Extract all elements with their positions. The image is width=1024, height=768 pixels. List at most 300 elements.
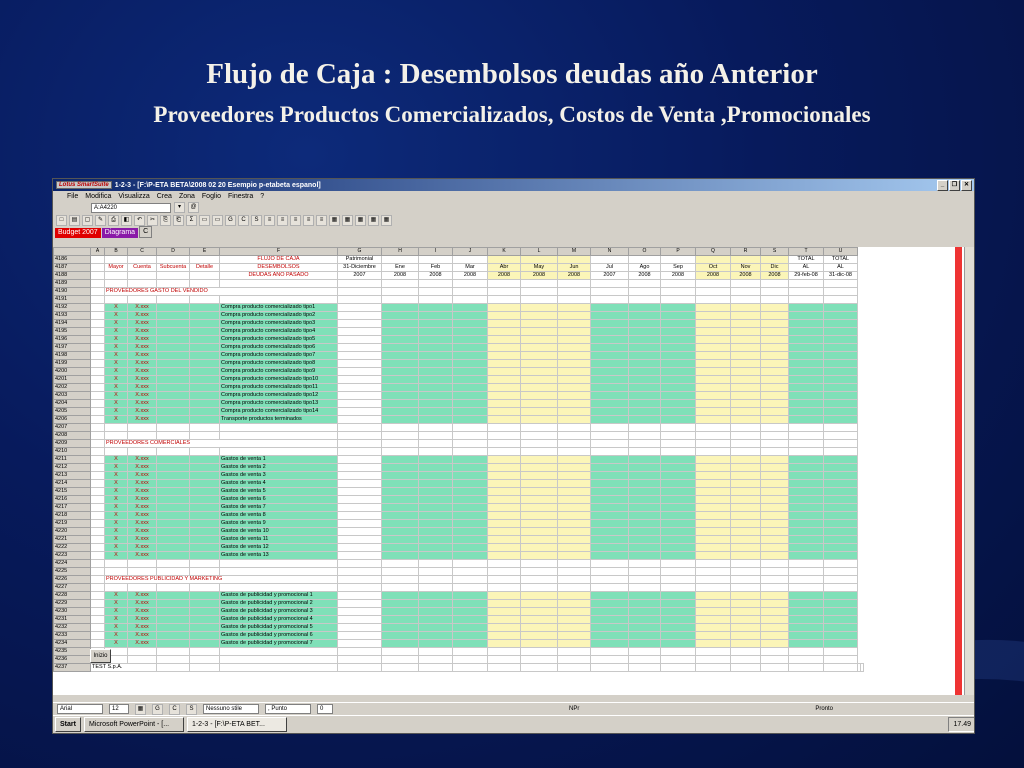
cell[interactable] [453, 440, 488, 448]
column-header-g[interactable]: G [338, 248, 382, 256]
cell[interactable] [488, 656, 521, 664]
mark-cell[interactable]: X [105, 376, 128, 384]
value-cell[interactable] [731, 520, 761, 528]
value-cell[interactable] [661, 592, 696, 600]
cell[interactable] [731, 280, 761, 288]
mark-cell[interactable]: X [105, 360, 128, 368]
header-cell[interactable] [157, 256, 190, 264]
mark-cell[interactable]: X.xxx [128, 624, 157, 632]
value-cell[interactable] [761, 456, 789, 464]
value-cell[interactable] [591, 416, 629, 424]
row-number[interactable]: 4198 [54, 352, 91, 360]
value-cell[interactable] [591, 368, 629, 376]
cell[interactable] [558, 656, 591, 664]
value-cell[interactable] [419, 320, 453, 328]
cell[interactable] [789, 416, 824, 424]
value-cell[interactable] [591, 392, 629, 400]
mark-cell[interactable]: X.xxx [128, 592, 157, 600]
mark-cell[interactable]: X [105, 472, 128, 480]
cell[interactable] [419, 296, 453, 304]
value-cell[interactable] [661, 504, 696, 512]
cell[interactable] [824, 472, 858, 480]
value-cell[interactable] [488, 520, 521, 528]
cell[interactable] [419, 576, 453, 584]
value-cell[interactable] [453, 336, 488, 344]
cell[interactable] [824, 432, 858, 440]
cell[interactable] [91, 384, 105, 392]
cell[interactable] [824, 320, 858, 328]
cell[interactable] [591, 288, 629, 296]
value-cell[interactable] [761, 320, 789, 328]
value-cell[interactable] [661, 512, 696, 520]
cell[interactable] [338, 424, 382, 432]
value-cell[interactable] [761, 552, 789, 560]
cell[interactable] [128, 560, 157, 568]
cell[interactable] [338, 280, 382, 288]
value-cell[interactable] [558, 376, 591, 384]
cell[interactable] [91, 600, 105, 608]
cell[interactable] [558, 432, 591, 440]
value-cell[interactable] [382, 336, 419, 344]
value-cell[interactable] [521, 496, 558, 504]
value-cell[interactable] [629, 304, 661, 312]
value-cell[interactable] [382, 512, 419, 520]
new-icon[interactable]: □ [56, 215, 67, 226]
cell[interactable] [824, 480, 858, 488]
item-label-cell[interactable]: Compra producto comercializado tipo4 [220, 328, 338, 336]
cell[interactable] [824, 424, 858, 432]
value-cell[interactable] [629, 400, 661, 408]
cell[interactable] [521, 584, 558, 592]
value-cell[interactable] [696, 504, 731, 512]
cell[interactable] [190, 424, 220, 432]
mark-cell[interactable]: X [105, 384, 128, 392]
cell[interactable] [789, 512, 824, 520]
cell[interactable] [696, 296, 731, 304]
row-number[interactable]: 4227 [54, 584, 91, 592]
cell[interactable] [453, 576, 488, 584]
row-number[interactable]: 4223 [54, 552, 91, 560]
month-header-cell[interactable]: 2008 [521, 272, 558, 280]
header-cell[interactable]: Subcuenta [157, 264, 190, 272]
column-header-j[interactable]: J [453, 248, 488, 256]
month-header-cell[interactable]: Abr [488, 264, 521, 272]
value-cell[interactable] [558, 624, 591, 632]
cell[interactable] [128, 280, 157, 288]
cell[interactable] [190, 656, 220, 664]
edit-icon[interactable]: ✎ [95, 215, 106, 226]
value-cell[interactable] [382, 600, 419, 608]
cell[interactable] [558, 440, 591, 448]
navigator-icon[interactable]: ▾ [174, 202, 185, 213]
mark-cell[interactable]: X.xxx [128, 352, 157, 360]
mark-cell[interactable]: X [105, 520, 128, 528]
row-number[interactable]: 4190 [54, 288, 91, 296]
cell[interactable] [190, 472, 220, 480]
cell[interactable] [696, 568, 731, 576]
cell[interactable] [761, 576, 789, 584]
mark-cell[interactable]: X.xxx [128, 600, 157, 608]
cell[interactable] [91, 640, 105, 648]
task-123[interactable]: 1-2-3 - [F:\P-ETA BET... [187, 717, 287, 732]
value-cell[interactable] [453, 376, 488, 384]
value-cell[interactable] [419, 376, 453, 384]
cell[interactable] [157, 632, 190, 640]
cell[interactable] [789, 496, 824, 504]
item-label-cell[interactable]: Gastos de venta 1 [220, 456, 338, 464]
header-cell[interactable] [128, 256, 157, 264]
value-cell[interactable] [521, 592, 558, 600]
value-cell[interactable] [419, 456, 453, 464]
cell[interactable] [789, 328, 824, 336]
cell[interactable] [824, 296, 858, 304]
cell[interactable] [91, 416, 105, 424]
cell[interactable] [761, 296, 789, 304]
cell[interactable] [824, 336, 858, 344]
cell[interactable] [558, 288, 591, 296]
cell[interactable] [338, 400, 382, 408]
cell[interactable] [157, 344, 190, 352]
value-cell[interactable] [696, 320, 731, 328]
value-cell[interactable] [661, 384, 696, 392]
value-cell[interactable] [696, 528, 731, 536]
cell[interactable] [731, 288, 761, 296]
value-cell[interactable] [629, 312, 661, 320]
cell[interactable] [190, 328, 220, 336]
cell[interactable] [338, 328, 382, 336]
cell[interactable] [789, 368, 824, 376]
grid-e-icon[interactable]: ▦ [381, 215, 392, 226]
cell[interactable] [190, 320, 220, 328]
value-cell[interactable] [731, 456, 761, 464]
cell[interactable] [789, 320, 824, 328]
mark-cell[interactable]: X [105, 544, 128, 552]
value-cell[interactable] [419, 384, 453, 392]
cell[interactable] [761, 648, 789, 656]
value-cell[interactable] [591, 408, 629, 416]
cell[interactable] [190, 616, 220, 624]
value-cell[interactable] [382, 464, 419, 472]
cell[interactable] [731, 296, 761, 304]
value-cell[interactable] [488, 336, 521, 344]
cell[interactable] [190, 296, 220, 304]
value-cell[interactable] [696, 360, 731, 368]
value-cell[interactable] [731, 352, 761, 360]
cell[interactable] [190, 400, 220, 408]
value-cell[interactable] [696, 352, 731, 360]
cell[interactable] [105, 424, 128, 432]
cell[interactable] [591, 568, 629, 576]
value-cell[interactable] [488, 632, 521, 640]
month-header-cell[interactable]: 2007 [591, 272, 629, 280]
mark-cell[interactable]: X.xxx [128, 496, 157, 504]
value-cell[interactable] [488, 536, 521, 544]
cell[interactable] [824, 520, 858, 528]
value-cell[interactable] [558, 320, 591, 328]
cell[interactable] [157, 376, 190, 384]
value-cell[interactable] [591, 472, 629, 480]
value-cell[interactable] [761, 592, 789, 600]
cell[interactable] [220, 448, 338, 456]
cell[interactable] [91, 344, 105, 352]
value-cell[interactable] [558, 488, 591, 496]
row-number[interactable]: 4230 [54, 608, 91, 616]
value-cell[interactable] [382, 632, 419, 640]
cell[interactable] [789, 656, 824, 664]
cell[interactable] [105, 280, 128, 288]
value-cell[interactable] [453, 320, 488, 328]
value-cell[interactable] [591, 528, 629, 536]
cell[interactable] [789, 288, 824, 296]
value-cell[interactable] [761, 464, 789, 472]
cell[interactable] [338, 512, 382, 520]
style-selector[interactable]: Nessuno stile [203, 704, 259, 714]
cell[interactable] [338, 432, 382, 440]
value-cell[interactable] [382, 400, 419, 408]
underline-icon[interactable]: S [186, 704, 197, 715]
cell[interactable] [338, 600, 382, 608]
value-cell[interactable] [488, 400, 521, 408]
cell[interactable] [190, 352, 220, 360]
cell[interactable] [521, 560, 558, 568]
total-cell[interactable]: AL [789, 264, 824, 272]
value-cell[interactable] [731, 488, 761, 496]
value-cell[interactable] [521, 640, 558, 648]
month-header-cell[interactable]: 2008 [629, 272, 661, 280]
value-cell[interactable] [453, 600, 488, 608]
value-cell[interactable] [696, 488, 731, 496]
grid-c-icon[interactable]: ▦ [355, 215, 366, 226]
value-cell[interactable] [761, 328, 789, 336]
function-icon[interactable]: @ [188, 202, 199, 213]
cell[interactable] [824, 504, 858, 512]
cell[interactable] [761, 280, 789, 288]
total-cell[interactable]: 29-feb-08 [789, 272, 824, 280]
cell[interactable] [789, 544, 824, 552]
cell[interactable] [661, 560, 696, 568]
cell[interactable] [488, 440, 521, 448]
value-cell[interactable] [558, 608, 591, 616]
cell[interactable] [824, 368, 858, 376]
value-cell[interactable] [661, 528, 696, 536]
cell[interactable] [761, 568, 789, 576]
column-header-r[interactable]: R [731, 248, 761, 256]
value-cell[interactable] [661, 608, 696, 616]
cell[interactable] [521, 280, 558, 288]
value-cell[interactable] [761, 600, 789, 608]
value-cell[interactable] [629, 504, 661, 512]
cell[interactable] [558, 448, 591, 456]
task-powerpoint[interactable]: Microsoft PowerPoint - [... [84, 717, 184, 732]
undo-icon[interactable]: ↶ [134, 215, 145, 226]
cell[interactable] [824, 624, 858, 632]
value-cell[interactable] [761, 536, 789, 544]
value-cell[interactable] [731, 592, 761, 600]
value-cell[interactable] [558, 352, 591, 360]
cell[interactable] [338, 376, 382, 384]
value-cell[interactable] [488, 344, 521, 352]
value-cell[interactable] [761, 496, 789, 504]
cell[interactable] [190, 624, 220, 632]
menu-item-zona[interactable]: Zona [178, 193, 195, 200]
value-cell[interactable] [661, 464, 696, 472]
cell[interactable] [453, 296, 488, 304]
value-cell[interactable] [761, 304, 789, 312]
cell[interactable] [338, 608, 382, 616]
value-cell[interactable] [558, 536, 591, 544]
row-number[interactable]: 4218 [54, 512, 91, 520]
cell[interactable] [591, 432, 629, 440]
value-cell[interactable] [419, 640, 453, 648]
cell[interactable] [190, 360, 220, 368]
value-cell[interactable] [629, 480, 661, 488]
cell[interactable] [824, 560, 858, 568]
row-number[interactable]: 4196 [54, 336, 91, 344]
month-header-cell[interactable] [661, 256, 696, 264]
cell[interactable] [789, 592, 824, 600]
cell[interactable] [157, 504, 190, 512]
cell[interactable] [157, 528, 190, 536]
bold-icon[interactable]: G [225, 215, 236, 226]
value-cell[interactable] [629, 392, 661, 400]
value-cell[interactable] [453, 632, 488, 640]
cell[interactable] [91, 352, 105, 360]
cell[interactable] [157, 408, 190, 416]
mark-cell[interactable]: X.xxx [128, 344, 157, 352]
cell[interactable] [488, 648, 521, 656]
value-cell[interactable] [521, 416, 558, 424]
cell[interactable] [190, 640, 220, 648]
value-cell[interactable] [558, 640, 591, 648]
item-label-cell[interactable]: Compra producto comercializado tipo12 [220, 392, 338, 400]
row-number[interactable]: 4193 [54, 312, 91, 320]
cell[interactable] [488, 664, 521, 672]
cell[interactable] [419, 664, 453, 672]
value-cell[interactable] [521, 504, 558, 512]
item-label-cell[interactable]: Gastos de publicidad y promocional 2 [220, 600, 338, 608]
value-cell[interactable] [696, 544, 731, 552]
mark-cell[interactable]: X [105, 600, 128, 608]
value-cell[interactable] [419, 400, 453, 408]
mark-cell[interactable]: X.xxx [128, 504, 157, 512]
cell[interactable] [789, 488, 824, 496]
row-number[interactable]: 4187 [54, 264, 91, 272]
row-number[interactable]: 4215 [54, 488, 91, 496]
cell[interactable] [220, 648, 338, 656]
cell[interactable] [128, 432, 157, 440]
value-cell[interactable] [731, 528, 761, 536]
value-cell[interactable] [731, 472, 761, 480]
cell[interactable] [824, 576, 858, 584]
cell[interactable] [190, 432, 220, 440]
value-cell[interactable] [419, 592, 453, 600]
mark-cell[interactable]: X.xxx [128, 512, 157, 520]
cell[interactable] [157, 480, 190, 488]
value-cell[interactable] [761, 632, 789, 640]
column-header-m[interactable]: M [558, 248, 591, 256]
month-header-cell[interactable] [591, 256, 629, 264]
value-cell[interactable] [488, 472, 521, 480]
cell[interactable] [91, 544, 105, 552]
cell[interactable] [338, 440, 382, 448]
open-icon[interactable]: ▤ [69, 215, 80, 226]
cell[interactable] [190, 544, 220, 552]
header-cell[interactable] [128, 272, 157, 280]
value-cell[interactable] [696, 632, 731, 640]
month-header-cell[interactable]: 2008 [731, 272, 761, 280]
cell[interactable] [558, 584, 591, 592]
cell[interactable] [91, 520, 105, 528]
cell[interactable] [157, 568, 190, 576]
cell[interactable] [419, 288, 453, 296]
value-cell[interactable] [419, 472, 453, 480]
estado-cell[interactable]: 31-Diciembre [338, 264, 382, 272]
value-cell[interactable] [453, 392, 488, 400]
section-title[interactable]: PROVEEDORES PUBLICIDAD Y MARKETING [105, 576, 338, 584]
cell[interactable] [824, 312, 858, 320]
mark-cell[interactable]: X [105, 640, 128, 648]
month-header-cell[interactable] [382, 256, 419, 264]
value-cell[interactable] [521, 512, 558, 520]
cell[interactable] [157, 384, 190, 392]
value-cell[interactable] [453, 552, 488, 560]
cell[interactable] [190, 504, 220, 512]
cell[interactable] [629, 448, 661, 456]
value-cell[interactable] [731, 320, 761, 328]
header-cell[interactable] [157, 272, 190, 280]
header-cell[interactable] [190, 272, 220, 280]
corner-cell[interactable] [54, 248, 91, 256]
value-cell[interactable] [591, 624, 629, 632]
cell[interactable] [789, 504, 824, 512]
cell[interactable] [789, 640, 824, 648]
cell[interactable] [157, 304, 190, 312]
cell[interactable] [824, 664, 858, 672]
row-number[interactable]: 4237 [54, 664, 91, 672]
cell[interactable] [521, 432, 558, 440]
grid-a-icon[interactable]: ▦ [329, 215, 340, 226]
value-cell[interactable] [558, 456, 591, 464]
cell[interactable] [190, 448, 220, 456]
mark-cell[interactable]: X [105, 400, 128, 408]
value-cell[interactable] [629, 344, 661, 352]
cell[interactable] [761, 424, 789, 432]
cell[interactable] [789, 632, 824, 640]
value-cell[interactable] [629, 488, 661, 496]
row-number[interactable]: 4203 [54, 392, 91, 400]
value-cell[interactable] [453, 344, 488, 352]
item-label-cell[interactable]: Gastos de venta 8 [220, 512, 338, 520]
value-cell[interactable] [488, 600, 521, 608]
cell[interactable] [521, 296, 558, 304]
value-cell[interactable] [661, 312, 696, 320]
value-cell[interactable] [731, 504, 761, 512]
paste-icon[interactable]: ⎗ [173, 215, 184, 226]
cell-address-field[interactable]: A:A4220 [91, 203, 171, 213]
value-cell[interactable] [731, 344, 761, 352]
cell[interactable] [629, 560, 661, 568]
value-cell[interactable] [521, 336, 558, 344]
value-cell[interactable] [521, 544, 558, 552]
mark-cell[interactable]: X [105, 416, 128, 424]
header-cell[interactable]: Detalle [190, 264, 220, 272]
cell[interactable] [789, 616, 824, 624]
cell[interactable] [338, 576, 382, 584]
month-header-cell[interactable]: Ago [629, 264, 661, 272]
cell[interactable] [789, 408, 824, 416]
cell[interactable] [190, 336, 220, 344]
value-cell[interactable] [453, 304, 488, 312]
